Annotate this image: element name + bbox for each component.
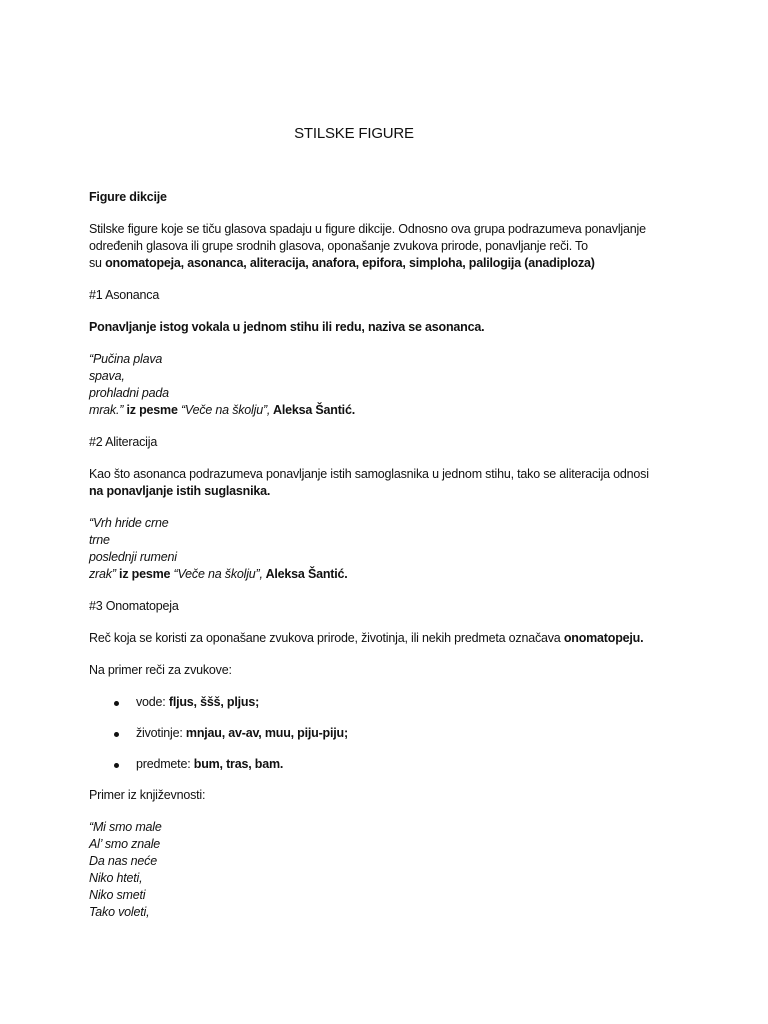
document-body [89,189,689,936]
citation-author: Aleksa Šantić. [262,567,348,581]
poem-line: Da nas neće [89,854,157,868]
example-label: vode: [136,695,169,709]
list-item [89,756,689,773]
asonanca-poem [89,351,689,419]
poem-last-word: mrak.” [89,403,124,417]
intro-line-3-prefix: su [89,256,106,270]
list-item [89,725,689,742]
intro-line-3 [89,255,689,272]
bullet-icon [114,732,119,737]
onomatopeja-def-text: Reč koja se koristi za oponašane zvukova prirode, životinja, ili nekih predmeta označava [89,631,564,645]
bullet-icon [114,763,119,768]
intro-line-2: određenih glasova ili grupe srodnih glasova, oponašanje zvukova prirode, ponavljanje reči. To [89,239,588,253]
poem-line: Tako voleti, [89,905,150,919]
intro-paragraph [89,221,689,272]
section-heading-figure-dikcije: Figure dikcije [89,190,167,204]
poem-line: poslednji rumeni [89,550,177,564]
example-words: mnjau, av-av, muu, piju-piju; [185,726,348,740]
list-item [89,694,689,711]
example-words: fljus, ššš, pljus; [168,695,260,709]
poem-line: “Vrh hride crne [89,516,169,530]
aliteracija-def-line-2: na ponavljanje istih suglasnika. [89,484,271,498]
sound-examples-list [89,694,689,773]
page-title: STILSKE FIGURE [294,125,414,142]
asonanca-definition: Ponavljanje istog vokala u jednom stihu ili redu, naziva se asonanca. [89,320,485,334]
citation-connector: iz pesme [123,403,181,417]
poem-citation-line [89,566,689,583]
citation-connector: iz pesme [115,567,174,581]
citation-title: “Veče na školju”, [180,403,271,417]
example-intro: Na primer reči za zvukove: [89,663,232,677]
literature-intro: Primer iz književnosti: [89,788,206,802]
poem-line: “Mi smo male [89,820,162,834]
example-words: bum, tras, bam. [193,757,284,771]
citation-author: Aleksa Šantić. [270,403,355,417]
poem-line: “Pučina plava [89,352,163,366]
intro-line-1: Stilske figure koje se tiču glasova spadaju u figure dikcije. Odnosno ova grupa podrazumeva ponavljanje [89,222,646,236]
onomatopeja-poem [89,819,689,921]
poem-line: spava, [89,369,125,383]
figure-list: onomatopeja, asonanca, aliteracija, anafora, epifora, simploha, palilogija (anadiploza) [105,256,595,270]
section-heading-asonanca: #1 Asonanca [89,288,160,302]
poem-citation-line [89,402,689,419]
section-heading-onomatopeja: #3 Onomatopeja [89,599,179,613]
poem-line: trne [89,533,110,547]
aliteracija-definition [89,466,689,500]
poem-line: prohladni pada [89,386,169,400]
example-label: predmete: [136,757,194,771]
onomatopeja-definition [89,630,689,647]
poem-line: Al’ smo znale [89,837,161,851]
example-label: životinje: [136,726,186,740]
aliteracija-def-line-1: Kao što asonanca podrazumeva ponavljanje istih samoglasnika u jednom stihu, tako se aliteracija odnosi [89,467,649,481]
citation-title: “Veče na školju”, [173,567,263,581]
poem-last-word: zrak” [89,567,116,581]
section-heading-aliteracija: #2 Aliteracija [89,435,158,449]
bullet-icon [114,701,119,706]
onomatopeja-def-term: onomatopeju. [563,631,644,645]
poem-line: Niko hteti, [89,871,143,885]
aliteracija-poem [89,515,689,583]
poem-line: Niko smeti [89,888,146,902]
